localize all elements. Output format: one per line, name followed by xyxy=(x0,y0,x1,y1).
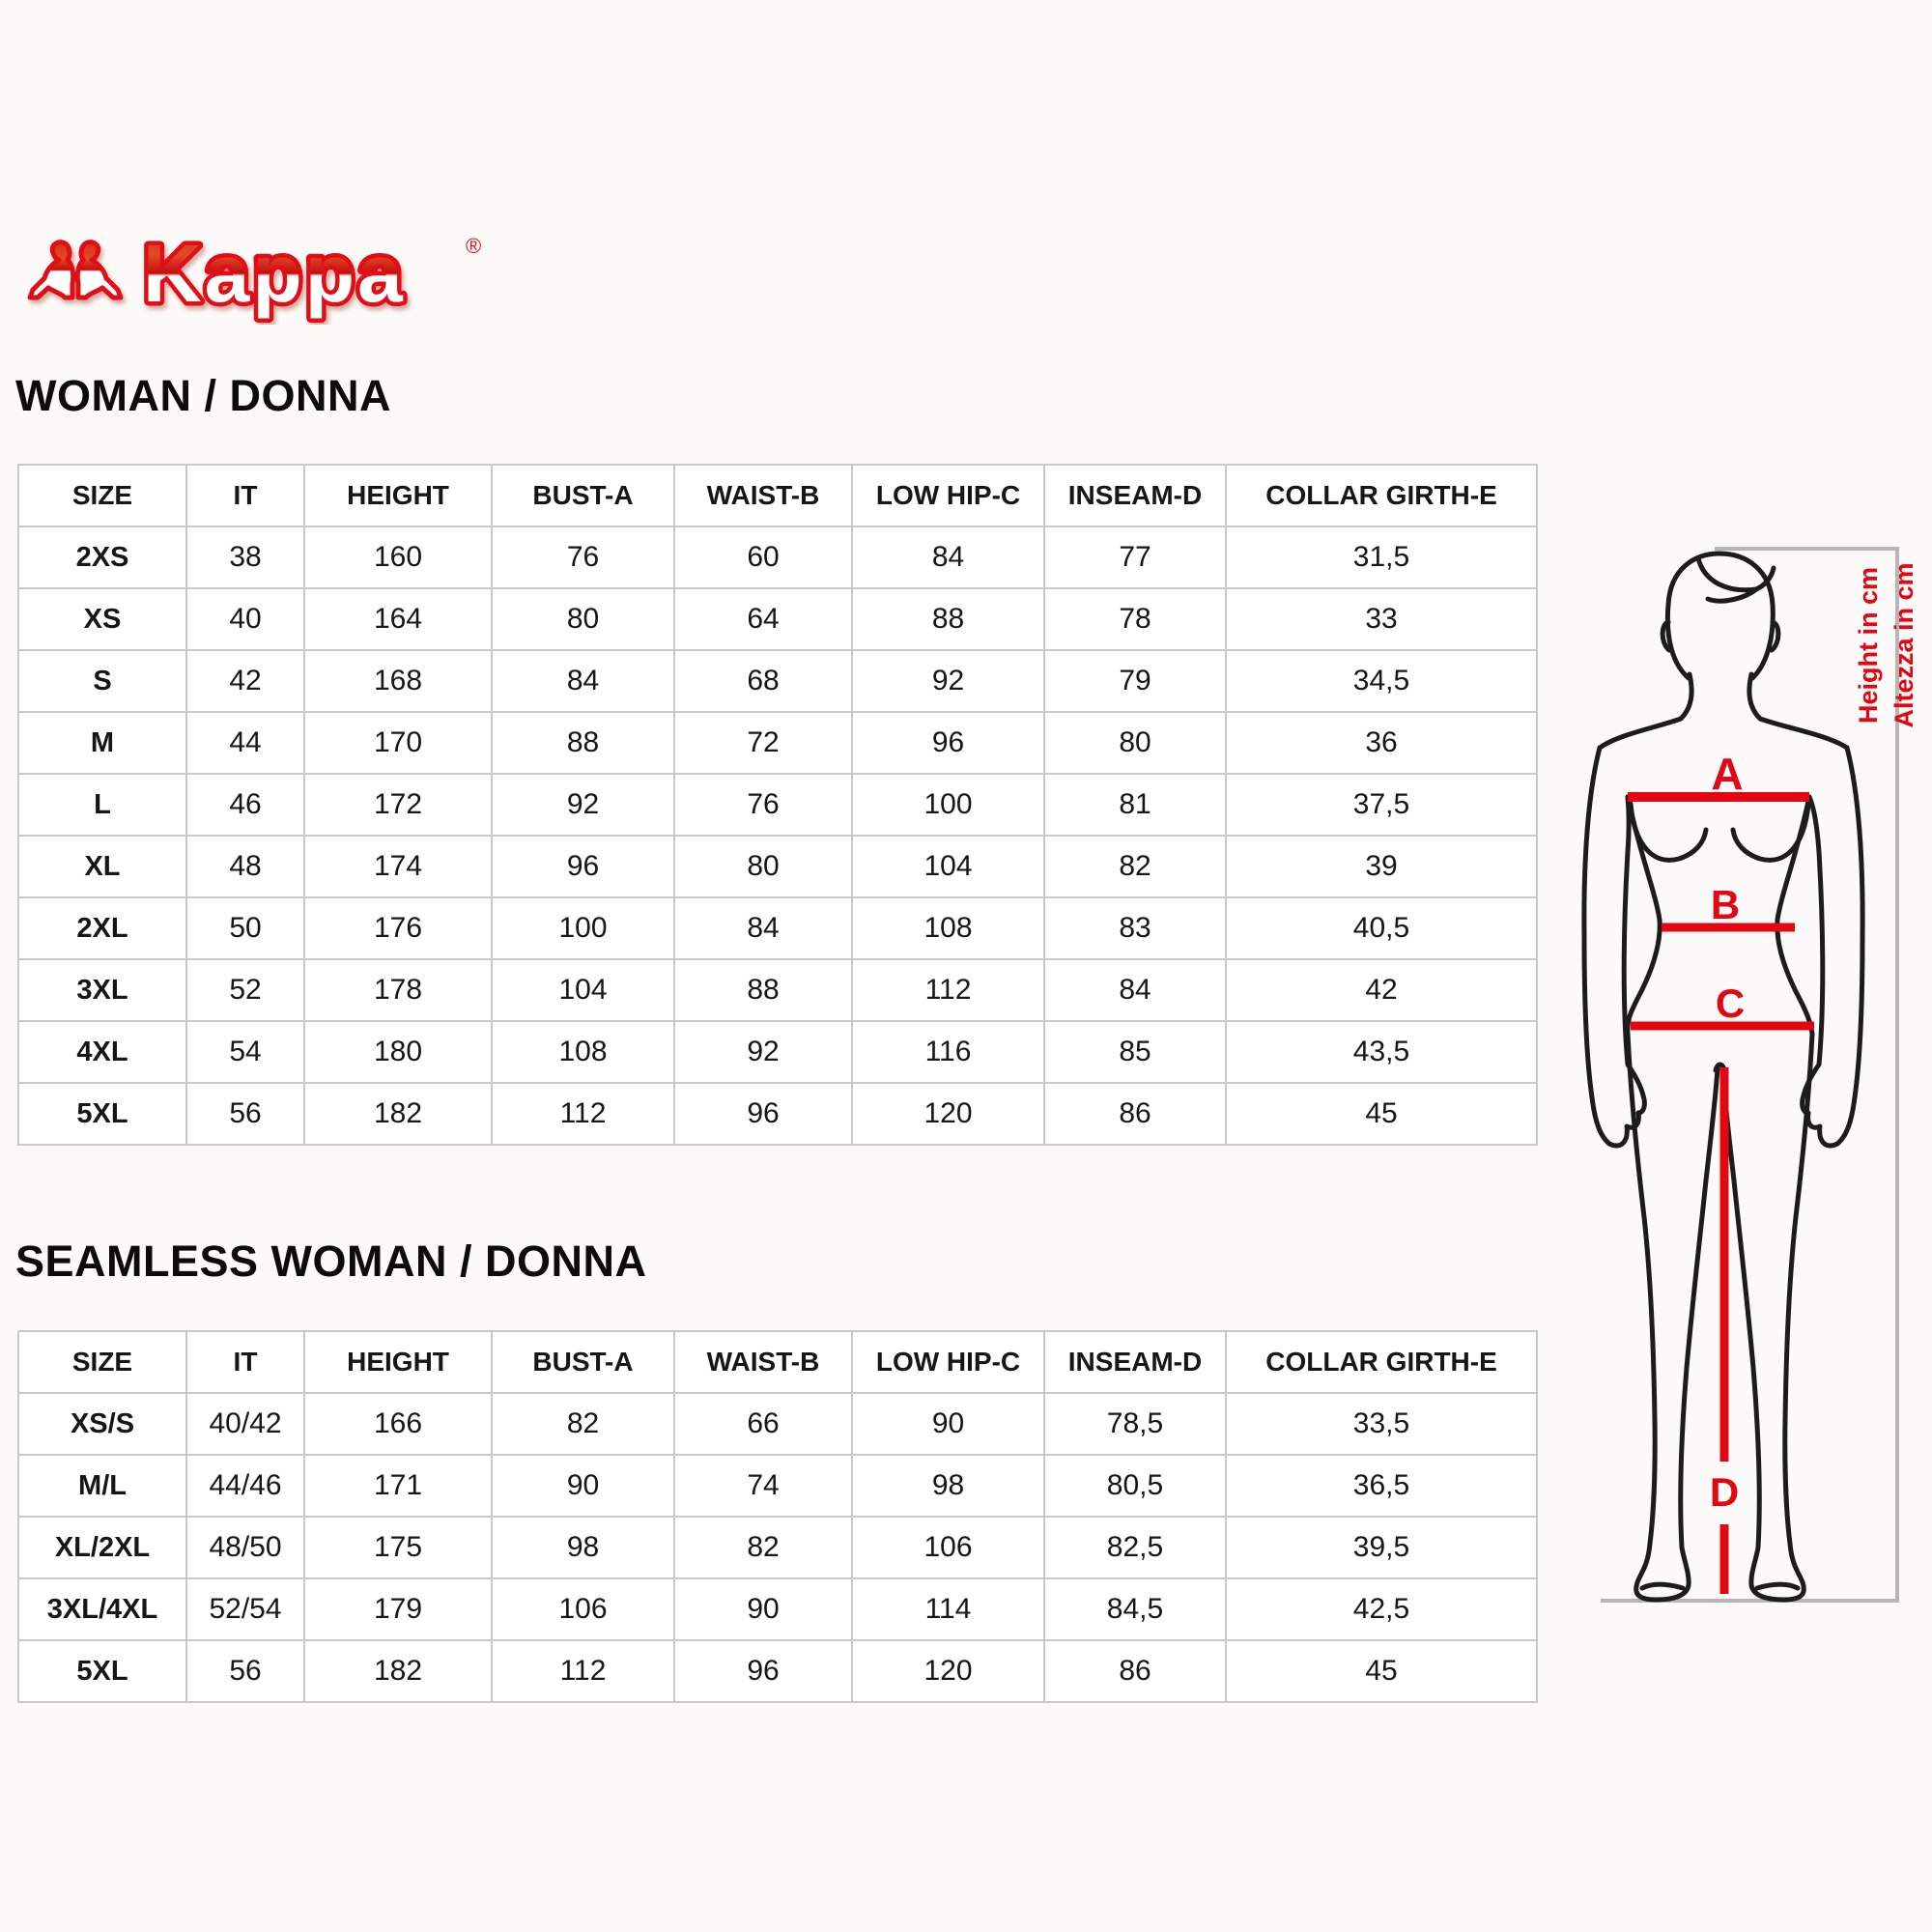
column-header: HEIGHT xyxy=(304,465,492,526)
measure-cell: 180 xyxy=(304,1021,492,1083)
measure-cell: 76 xyxy=(492,526,674,588)
measure-cell: 66 xyxy=(674,1393,852,1455)
measure-cell: 82 xyxy=(674,1517,852,1578)
table-row xyxy=(18,1578,1537,1640)
size-cell: XS xyxy=(18,588,186,650)
inseam-label-d: D xyxy=(1709,1469,1740,1515)
measure-cell: 112 xyxy=(852,959,1044,1021)
measure-cell: 164 xyxy=(304,588,492,650)
size-cell: L xyxy=(18,774,186,836)
section-heading-woman: WOMAN / DONNA xyxy=(15,371,391,420)
column-header: INSEAM-D xyxy=(1044,465,1226,526)
measure-cell: 56 xyxy=(186,1083,304,1145)
measure-cell: 104 xyxy=(492,959,674,1021)
size-cell: M/L xyxy=(18,1455,186,1517)
measure-cell: 84 xyxy=(1044,959,1226,1021)
measure-cell: 88 xyxy=(852,588,1044,650)
measure-cell: 90 xyxy=(492,1455,674,1517)
measure-cell: 178 xyxy=(304,959,492,1021)
measure-cell: 166 xyxy=(304,1393,492,1455)
measure-cell: 120 xyxy=(852,1640,1044,1702)
measure-cell: 54 xyxy=(186,1021,304,1083)
measure-cell: 36,5 xyxy=(1226,1455,1537,1517)
measure-cell: 34,5 xyxy=(1226,650,1537,712)
measure-cell: 39 xyxy=(1226,836,1537,897)
measure-cell: 96 xyxy=(674,1083,852,1145)
measure-cell: 82 xyxy=(1044,836,1226,897)
measure-cell: 82,5 xyxy=(1044,1517,1226,1578)
measure-cell: 80 xyxy=(1044,712,1226,774)
measure-cell: 179 xyxy=(304,1578,492,1640)
measure-cell: 100 xyxy=(852,774,1044,836)
header-row xyxy=(18,1331,1537,1393)
measure-cell: 176 xyxy=(304,897,492,959)
body-measurement-diagram xyxy=(1573,415,1922,1613)
measure-cell: 104 xyxy=(852,836,1044,897)
measure-cell: 39,5 xyxy=(1226,1517,1537,1578)
measure-cell: 48 xyxy=(186,836,304,897)
size-cell: 5XL xyxy=(18,1083,186,1145)
height-note-it: Altezza in cm xyxy=(1889,562,1918,728)
measure-cell: 120 xyxy=(852,1083,1044,1145)
measure-cell: 80 xyxy=(674,836,852,897)
measure-cell: 92 xyxy=(674,1021,852,1083)
table-row xyxy=(18,897,1537,959)
waist-label-b: B xyxy=(1710,882,1741,927)
measure-cell: 160 xyxy=(304,526,492,588)
measure-cell: 96 xyxy=(852,712,1044,774)
measure-cell: 50 xyxy=(186,897,304,959)
size-cell: S xyxy=(18,650,186,712)
measure-cell: 85 xyxy=(1044,1021,1226,1083)
size-cell: 4XL xyxy=(18,1021,186,1083)
measure-cell: 84 xyxy=(492,650,674,712)
measure-cell: 90 xyxy=(852,1393,1044,1455)
measure-cell: 172 xyxy=(304,774,492,836)
measure-cell: 80,5 xyxy=(1044,1455,1226,1517)
measure-cell: 171 xyxy=(304,1455,492,1517)
measure-cell: 114 xyxy=(852,1578,1044,1640)
measure-cell: 90 xyxy=(674,1578,852,1640)
height-note-en: Height in cm xyxy=(1854,566,1883,724)
measure-cell: 170 xyxy=(304,712,492,774)
measure-cell: 82 xyxy=(492,1393,674,1455)
measure-cell: 52/54 xyxy=(186,1578,304,1640)
measure-cell: 76 xyxy=(674,774,852,836)
registered-trademark-icon: ® xyxy=(466,234,482,258)
measure-cell: 52 xyxy=(186,959,304,1021)
measure-cell: 33 xyxy=(1226,588,1537,650)
measure-cell: 98 xyxy=(492,1517,674,1578)
measure-cell: 182 xyxy=(304,1083,492,1145)
column-header: SIZE xyxy=(18,465,186,526)
table-row xyxy=(18,959,1537,1021)
measure-cell: 77 xyxy=(1044,526,1226,588)
column-header: BUST-A xyxy=(492,465,674,526)
measure-cell: 72 xyxy=(674,712,852,774)
measure-cell: 46 xyxy=(186,774,304,836)
measure-cell: 38 xyxy=(186,526,304,588)
measure-cell: 88 xyxy=(674,959,852,1021)
measure-cell: 112 xyxy=(492,1083,674,1145)
measure-cell: 84 xyxy=(852,526,1044,588)
measure-cell: 108 xyxy=(852,897,1044,959)
measure-cell: 86 xyxy=(1044,1640,1226,1702)
measure-cell: 112 xyxy=(492,1640,674,1702)
table-row xyxy=(18,1021,1537,1083)
measure-cell: 83 xyxy=(1044,897,1226,959)
table-row xyxy=(18,526,1537,588)
column-header: SIZE xyxy=(18,1331,186,1393)
measure-cell: 42 xyxy=(1226,959,1537,1021)
column-header: LOW HIP-C xyxy=(852,1331,1044,1393)
measure-cell: 33,5 xyxy=(1226,1393,1537,1455)
measure-cell: 84 xyxy=(674,897,852,959)
table-row xyxy=(18,588,1537,650)
column-header: COLLAR GIRTH-E xyxy=(1226,1331,1537,1393)
low-hip-label-c: C xyxy=(1715,980,1746,1026)
measure-cell: 78 xyxy=(1044,588,1226,650)
measure-cell: 108 xyxy=(492,1021,674,1083)
size-table-woman xyxy=(17,464,1538,1146)
measure-cell: 100 xyxy=(492,897,674,959)
measure-cell: 45 xyxy=(1226,1083,1537,1145)
table-row xyxy=(18,1393,1537,1455)
kappa-omini-icon xyxy=(30,242,121,298)
measure-cell: 43,5 xyxy=(1226,1021,1537,1083)
size-cell: 2XS xyxy=(18,526,186,588)
measure-cell: 96 xyxy=(492,836,674,897)
column-header: WAIST-B xyxy=(674,1331,852,1393)
table-row xyxy=(18,650,1537,712)
measure-cell: 56 xyxy=(186,1640,304,1702)
table-row xyxy=(18,836,1537,897)
measure-cell: 60 xyxy=(674,526,852,588)
column-header: HEIGHT xyxy=(304,1331,492,1393)
measure-cell: 42 xyxy=(186,650,304,712)
table-row xyxy=(18,1083,1537,1145)
height-bracket xyxy=(1601,549,1897,1601)
measure-cell: 42,5 xyxy=(1226,1578,1537,1640)
column-header: LOW HIP-C xyxy=(852,465,1044,526)
measure-cell: 106 xyxy=(492,1578,674,1640)
measure-cell: 174 xyxy=(304,836,492,897)
section-heading-seamless-woman: SEAMLESS WOMAN / DONNA xyxy=(15,1236,647,1286)
measure-cell: 40,5 xyxy=(1226,897,1537,959)
measure-cell: 175 xyxy=(304,1517,492,1578)
measure-cell: 116 xyxy=(852,1021,1044,1083)
table-row xyxy=(18,1455,1537,1517)
table-row xyxy=(18,774,1537,836)
size-cell: 2XL xyxy=(18,897,186,959)
size-cell: 3XL xyxy=(18,959,186,1021)
size-cell: XS/S xyxy=(18,1393,186,1455)
header-row xyxy=(18,465,1537,526)
kappa-wordmark: Kappa xyxy=(143,228,406,319)
measure-cell: 81 xyxy=(1044,774,1226,836)
measure-cell: 44/46 xyxy=(186,1455,304,1517)
size-cell: XL xyxy=(18,836,186,897)
table-row xyxy=(18,1640,1537,1702)
column-header: INSEAM-D xyxy=(1044,1331,1226,1393)
measure-cell: 64 xyxy=(674,588,852,650)
size-cell: 5XL xyxy=(18,1640,186,1702)
measure-cell: 68 xyxy=(674,650,852,712)
table-row xyxy=(18,1517,1537,1578)
size-cell: 3XL/4XL xyxy=(18,1578,186,1640)
measure-cell: 37,5 xyxy=(1226,774,1537,836)
column-header: WAIST-B xyxy=(674,465,852,526)
measure-cell: 182 xyxy=(304,1640,492,1702)
kappa-logo xyxy=(19,228,502,325)
measure-cell: 31,5 xyxy=(1226,526,1537,588)
measure-cell: 48/50 xyxy=(186,1517,304,1578)
column-header: COLLAR GIRTH-E xyxy=(1226,465,1537,526)
measure-cell: 84,5 xyxy=(1044,1578,1226,1640)
column-header: BUST-A xyxy=(492,1331,674,1393)
measure-cell: 40/42 xyxy=(186,1393,304,1455)
size-table-seamless-woman xyxy=(17,1330,1538,1703)
measure-cell: 36 xyxy=(1226,712,1537,774)
column-header: IT xyxy=(186,1331,304,1393)
size-cell: XL/2XL xyxy=(18,1517,186,1578)
measure-cell: 96 xyxy=(674,1640,852,1702)
measure-cell: 106 xyxy=(852,1517,1044,1578)
bust-label-a: A xyxy=(1711,749,1744,799)
measure-cell: 80 xyxy=(492,588,674,650)
measure-cell: 86 xyxy=(1044,1083,1226,1145)
measure-cell: 79 xyxy=(1044,650,1226,712)
measure-cell: 44 xyxy=(186,712,304,774)
column-header: IT xyxy=(186,465,304,526)
measure-cell: 74 xyxy=(674,1455,852,1517)
measure-cell: 168 xyxy=(304,650,492,712)
measure-cell: 92 xyxy=(852,650,1044,712)
size-cell: M xyxy=(18,712,186,774)
table-row xyxy=(18,712,1537,774)
measure-cell: 40 xyxy=(186,588,304,650)
measure-cell: 45 xyxy=(1226,1640,1537,1702)
measure-cell: 78,5 xyxy=(1044,1393,1226,1455)
measure-cell: 92 xyxy=(492,774,674,836)
measure-cell: 88 xyxy=(492,712,674,774)
measure-cell: 98 xyxy=(852,1455,1044,1517)
